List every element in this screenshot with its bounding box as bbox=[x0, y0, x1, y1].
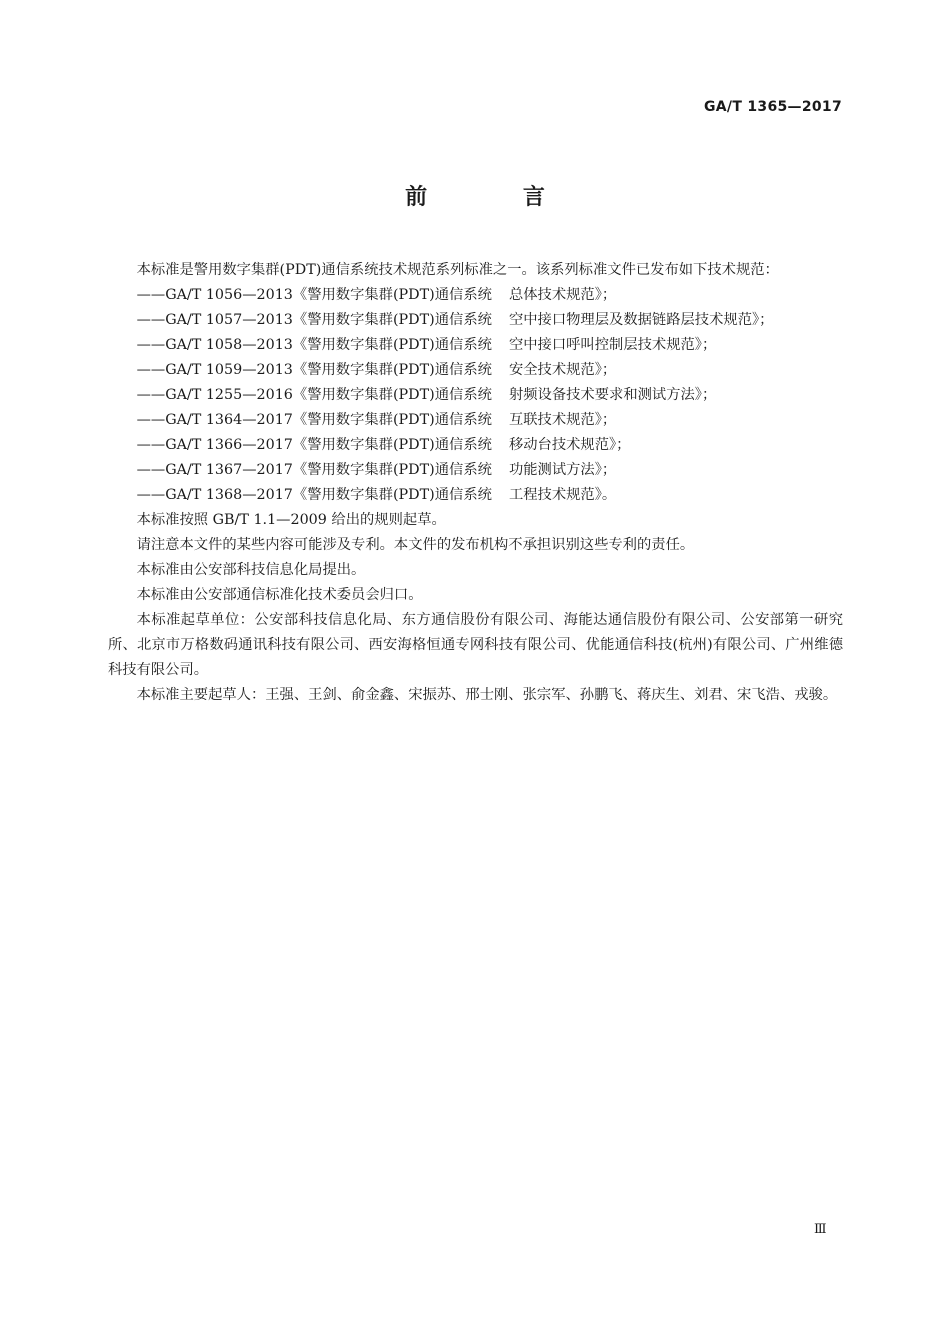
proposed-by-paragraph: 本标准由公安部科技信息化局提出。 bbox=[136, 562, 366, 578]
patent-notice-paragraph: 请注意本文件的某些内容可能涉及专利。本文件的发布机构不承担识别这些专利的责任。 bbox=[136, 537, 695, 553]
list-item: ——GA/T 1058—2013《警用数字集群(PDT)通信系统 空中接口呼叫控制层技术规范》； bbox=[136, 337, 717, 353]
drafting-rules-paragraph: 本标准按照 GB/T 1.1—2009 给出的规则起草。 bbox=[136, 512, 446, 528]
foreword-body bbox=[108, 258, 843, 708]
drafting-units-paragraph: 本标准起草单位：公安部科技信息化局、东方通信股份有限公司、海能达通信股份有限公司、公安部第一研究所、北京市万格数码通讯科技有限公司、西安海格恒通专网科技有限公司、优能通信科技(杭州)有限公司、广州维德科技有限公司。 bbox=[108, 612, 843, 678]
list-item: ——GA/T 1368—2017《警用数字集群(PDT)通信系统 工程技术规范》。 bbox=[136, 487, 617, 503]
page-title: 前 言 bbox=[405, 185, 589, 210]
standard-code: GA/T 1365—2017 bbox=[704, 99, 842, 115]
series-list bbox=[108, 283, 843, 508]
intro-paragraph: 本标准是警用数字集群(PDT)通信系统技术规范系列标准之一。该系列标准文件已发布如下技术规范： bbox=[136, 262, 779, 278]
list-item: ——GA/T 1364—2017《警用数字集群(PDT)通信系统 互联技术规范》； bbox=[136, 412, 617, 428]
jurisdiction-paragraph: 本标准由公安部通信标准化技术委员会归口。 bbox=[136, 587, 423, 603]
page-number: Ⅲ bbox=[814, 1222, 827, 1237]
list-item: ——GA/T 1057—2013《警用数字集群(PDT)通信系统 空中接口物理层及数据链路层技术规范》； bbox=[136, 312, 774, 328]
list-item: ——GA/T 1255—2016《警用数字集群(PDT)通信系统 射频设备技术要求和测试方法》； bbox=[136, 387, 717, 403]
list-item: ——GA/T 1056—2013《警用数字集群(PDT)通信系统 总体技术规范》； bbox=[136, 287, 617, 303]
list-item: ——GA/T 1366—2017《警用数字集群(PDT)通信系统 移动台技术规范》； bbox=[136, 437, 631, 453]
list-item: ——GA/T 1059—2013《警用数字集群(PDT)通信系统 安全技术规范》； bbox=[136, 362, 617, 378]
list-item: ——GA/T 1367—2017《警用数字集群(PDT)通信系统 功能测试方法》； bbox=[136, 462, 617, 478]
drafters-paragraph: 本标准主要起草人：王强、王剑、俞金鑫、宋振苏、邢士刚、张宗军、孙鹏飞、蒋庆生、刘君、宋飞浩、戎骏。 bbox=[136, 687, 838, 703]
